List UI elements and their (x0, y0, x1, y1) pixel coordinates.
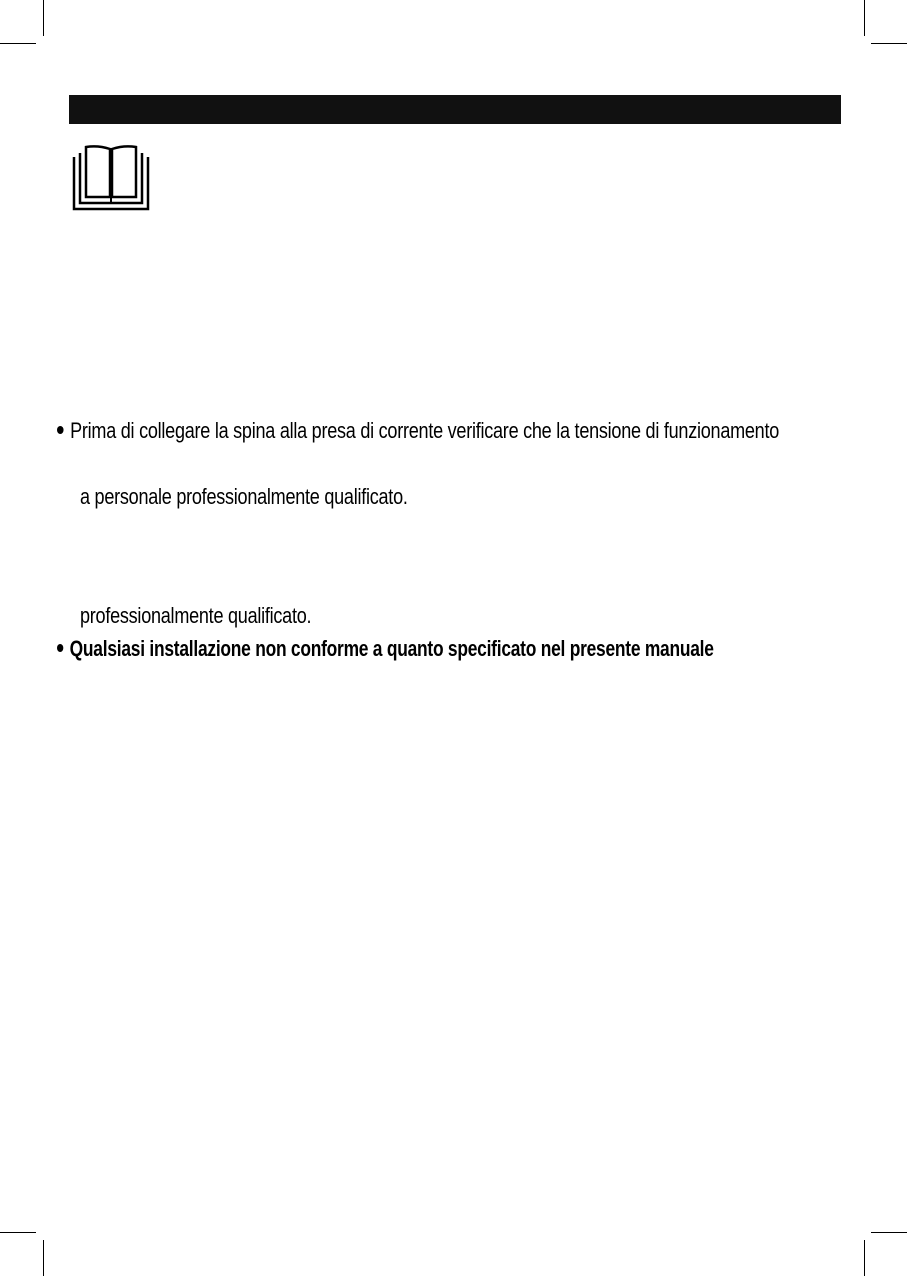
book-manual-icon (72, 143, 150, 211)
bullet-icon (57, 644, 63, 652)
crop-mark (43, 0, 44, 36)
crop-mark (871, 1232, 907, 1233)
crop-mark (0, 43, 36, 44)
crop-mark (0, 1232, 36, 1233)
section-header-bar (69, 95, 841, 124)
paragraph-voltage-line1: Prima di collegare la spina alla presa di corrente verificare che la tensione di funzionamento (57, 418, 779, 444)
crop-mark (864, 0, 865, 36)
paragraph-repair-last-line: professionalmente qualificato. (80, 603, 312, 628)
bullet-icon (57, 426, 64, 434)
paragraph-voltage-line2: a personale professionalmente qualificato. (80, 484, 408, 509)
crop-mark (43, 1240, 44, 1276)
paragraph-installation-warning: Qualsiasi installazione non conforme a quanto specificato nel presente manuale (57, 636, 714, 662)
crop-mark (864, 1240, 865, 1276)
crop-mark (871, 43, 907, 44)
